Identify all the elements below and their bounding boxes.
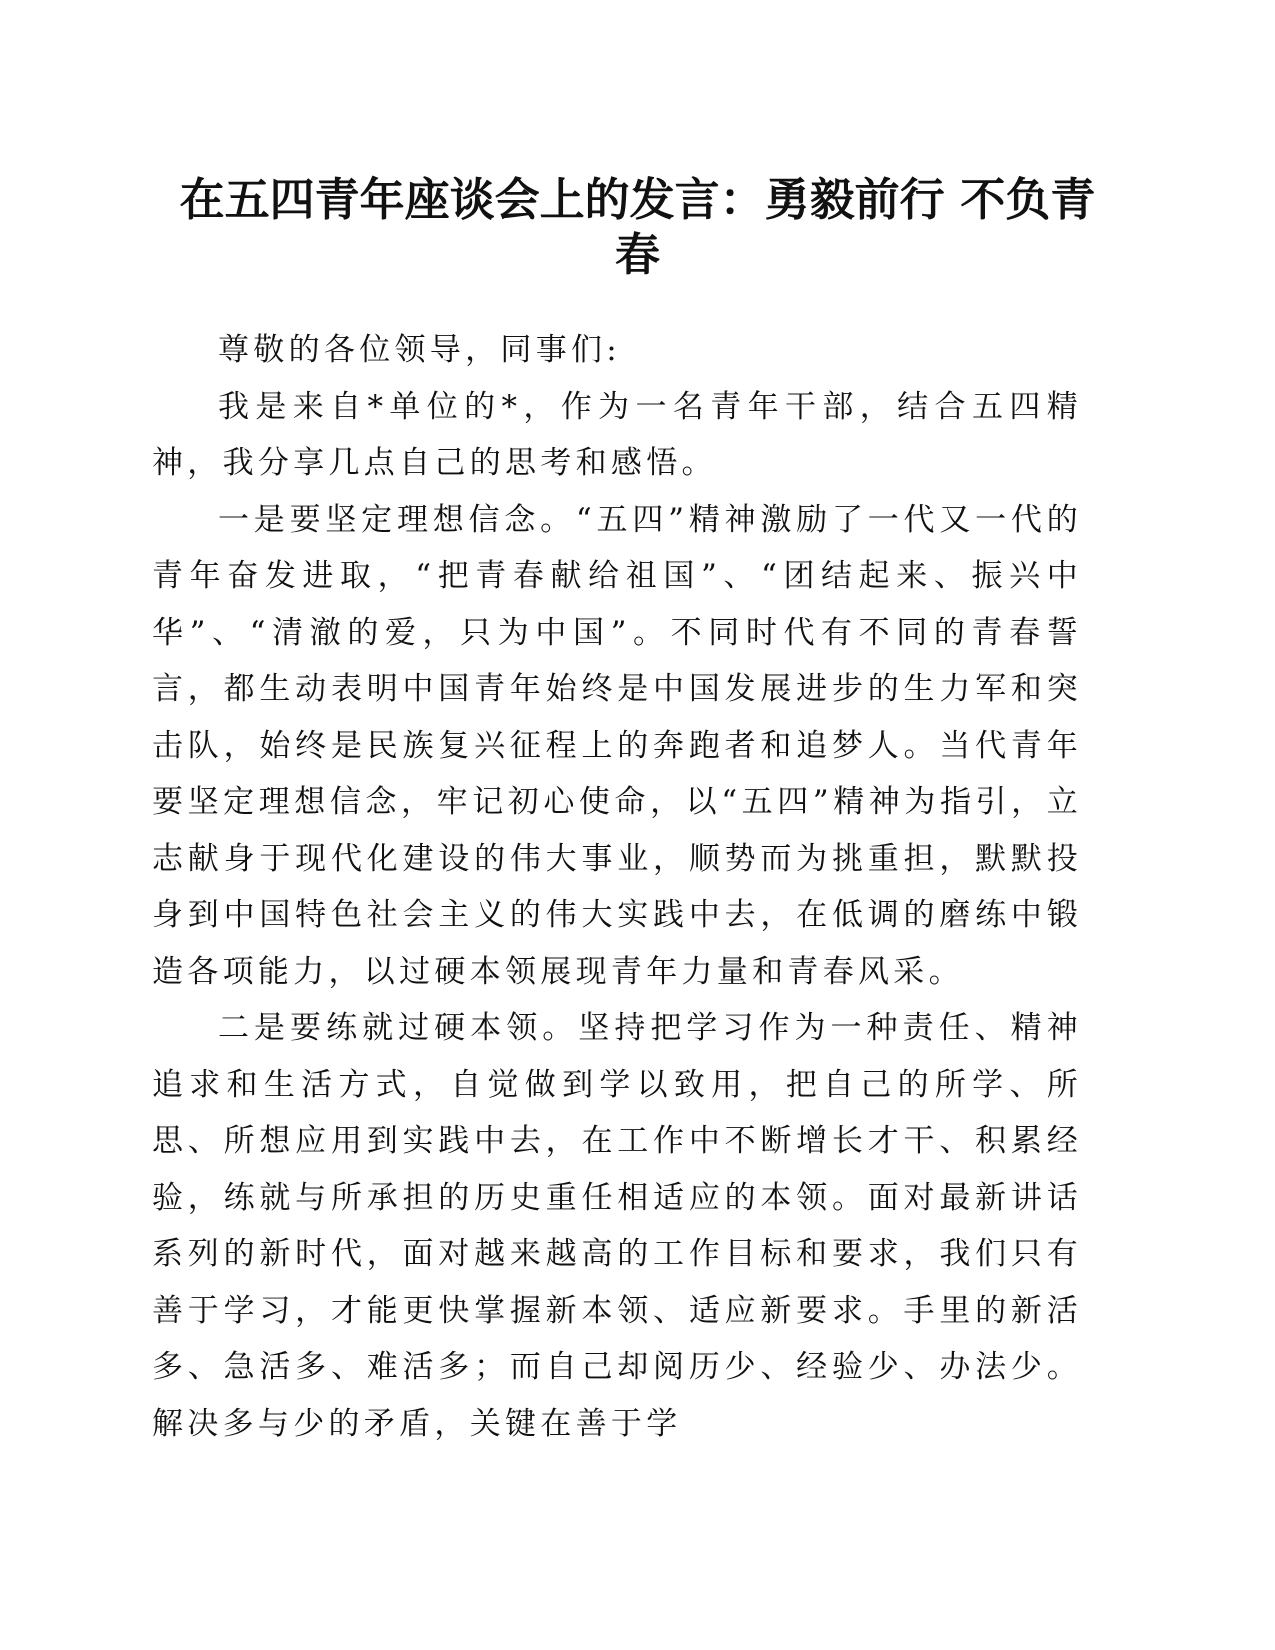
document-body (152, 322, 1082, 1452)
document-title (158, 172, 1118, 282)
salutation-paragraph: 尊敬的各位领导，同事们: (218, 332, 622, 368)
point-two-paragraph: 二是要练就过硬本领。坚持把学习作为一种责任、精神追求和生活方式，自觉做到学以致用，把自己的所学、所思、所想应用到实践中去，在工作中不断增长才干、积累经验，练就与所承担的历史重任相适应的本领。面对最新讲话系列的新时代，面对越来越高的工作目标和要求，我们只有善于学习，才能更快掌握新本领、适应新要求。手里的新活多、急活多、难活多；而自己却阅历少、经验少、办法少。解决多与少的矛盾，关键在善于学 (152, 1010, 1082, 1442)
title-line-2: 春 (614, 228, 660, 281)
point-one-paragraph: 一是要坚定理想信念。“五四”精神激励了一代又一代的青年奋发进取，“把青春献给祖国”、“团结起来、振兴中华”、“清澈的爱，只为中国”。不同时代有不同的青春誓言，都生动表明中国青年始终是中国发展进步的生力军和突击队，始终是民族复兴征程上的奔跑者和追梦人。当代青年要坚定理想信念，牢记初心使命，以“五四”精神为指引，立志献身于现代化建设的伟大事业，顺势而为挑重担，默默投身到中国特色社会主义的伟大实践中去，在低调的磨练中锻造各项能力，以过硬本领展现青年力量和青春风采。 (152, 501, 1082, 990)
intro-paragraph: 我是来自*单位的*，作为一名青年干部，结合五四精神，我分享几点自己的思考和感悟。 (152, 388, 1082, 481)
title-line-1: 在五四青年座谈会上的发言：勇毅前行 不负青 (179, 173, 1096, 226)
